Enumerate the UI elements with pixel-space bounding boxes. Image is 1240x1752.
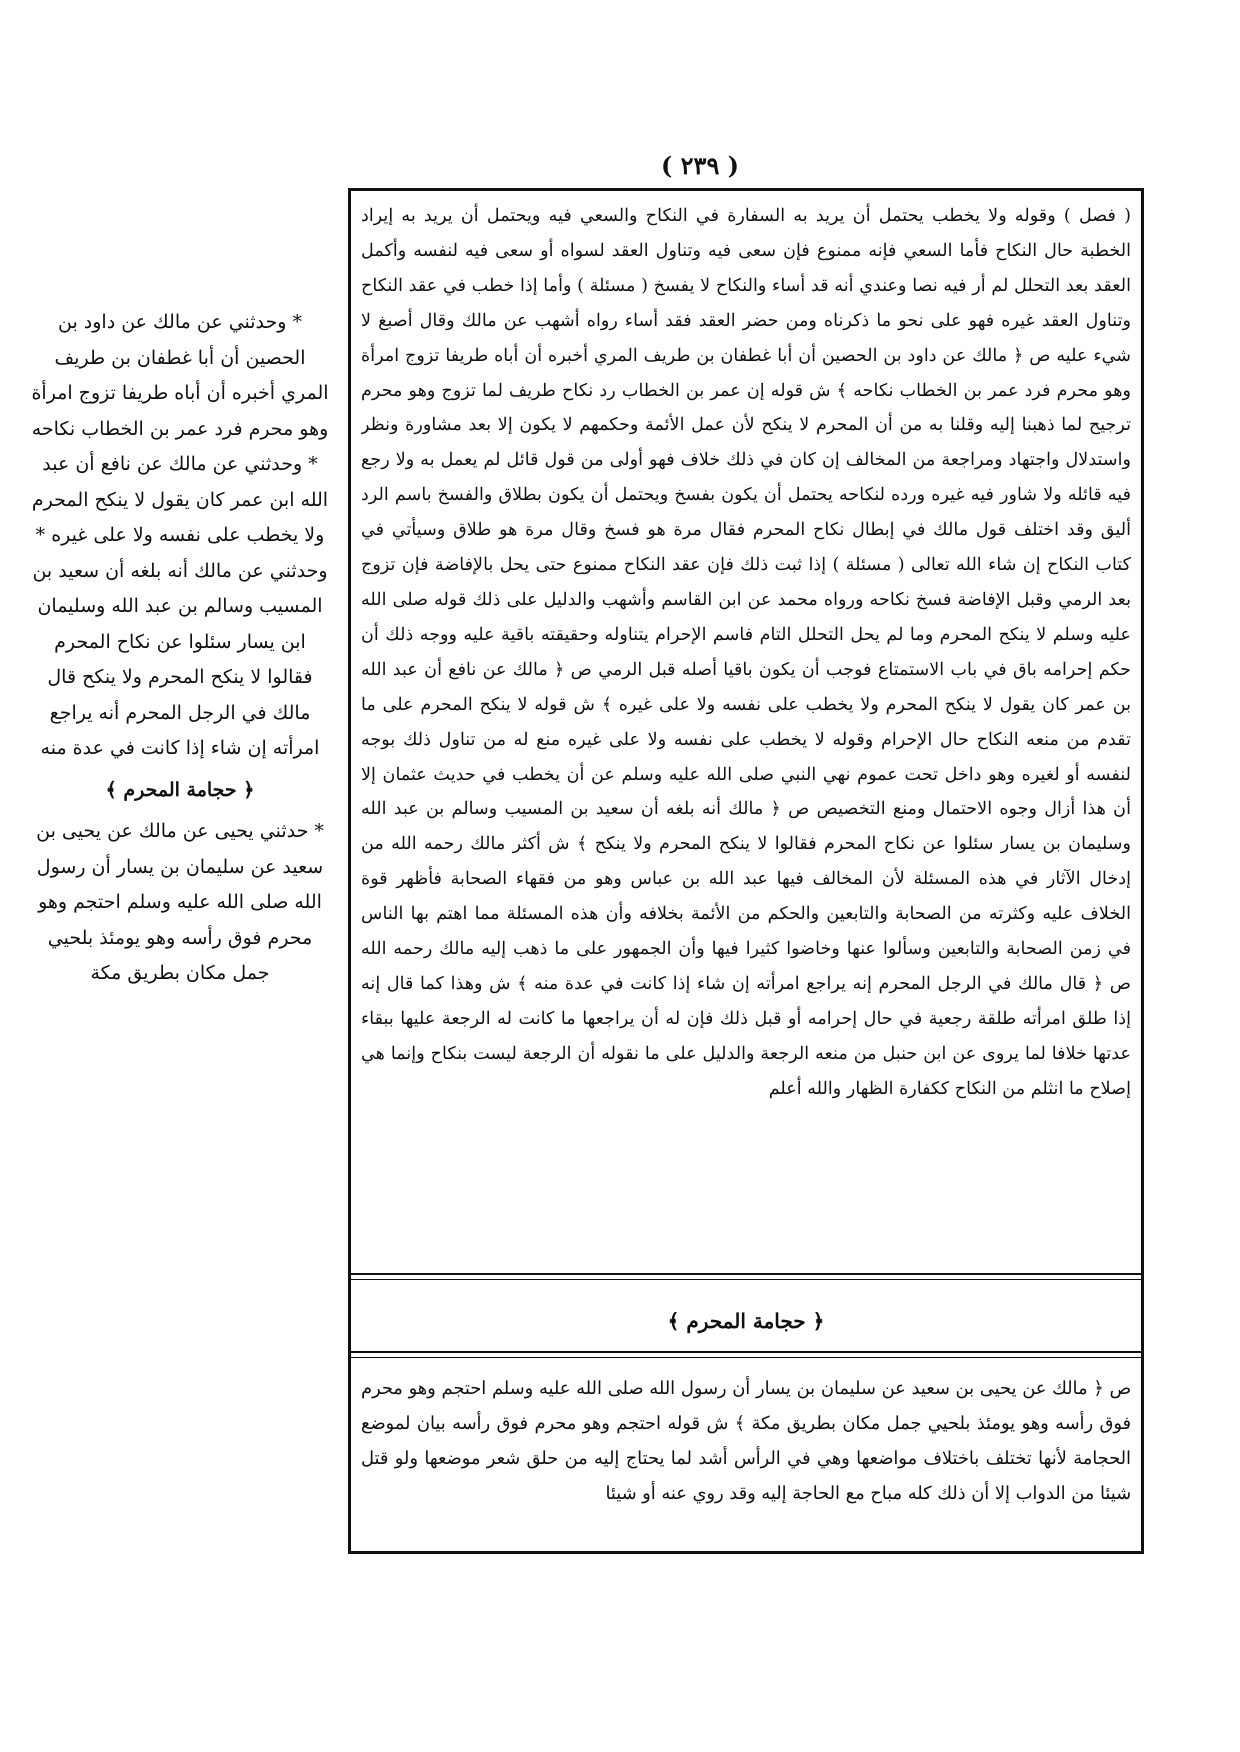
- chapter-heading: ﴿ حجامة المحرم ﴾: [667, 1309, 825, 1333]
- chapter-text: ص ﴿ مالك عن يحيى بن سعيد عن سليمان بن يسار أن رسول الله صلى الله عليه وسلم احتجم وهو محرم فوق رأسه وهو يومئذ بلحيي جمل مكان بطريق مكة ﴾ ش قوله احتجم وهو محرم فوق رأسه بيان لموضع الحجامة لأنها تختلف باختلاف مواضعها وهي في الرأس أشد لما يحتاج إليه من حلق شعر موضعها ولو قتل شيئا من الدواب إلا أن ذلك كله مباح مع الحاجة إليه وقد روي عنه أو شيئا: [361, 1378, 1131, 1504]
- section-divider-inner: [351, 1279, 1141, 1280]
- main-text-frame: [348, 188, 1144, 1554]
- marginal-text-second: * حدثني يحيى عن مالك عن يحيى بن سعيد عن سليمان بن يسار أن رسول الله صلى الله عليه وسلم احتجم وهو محرم فوق رأسه وهو يومئذ بلحيي جمل مكان بطريق مكة: [36, 820, 324, 984]
- commentary-paragraph: ( فصل ) وقوله ولا يخطب يحتمل أن يريد به السفارة في النكاح والسعي فيه ويحتمل أن يريد به إيراد الخطبة حال النكاح فأما السعي فإنه ممنوع فإن سعى فيه وتناول العقد لسواه أو سعى فيه لنفسه وأكمل العقد بعد التحلل لم أر فيه نصا وعندي أنه قد أساء والنكاح لا يفسخ ( مسئلة ) وأما إذا خطب في عقد النكاح وتناول العقد غيره فهو على نحو ما ذكرناه ومن حضر العقد فقد أساء رواه أشهب عن مالك وقال أصبغ لا شيء عليه ص ﴿ مالك عن داود بن الحصين أن أبا غطفان بن طريف المري أخبره أن أباه طريفا تزوج امرأة وهو محرم فرد عمر بن الخطاب نكاحه ﴾ ش قوله إن عمر بن الخطاب رد نكاح طريف لما تزوج وهو محرم ترجيح لما ذهبنا إليه وقلنا به من أن المحرم لا ينكح لأن عمل الأئمة وحكمهم لا يكون إلا بعد مشاورة ونظر واستدلال واجتهاد ومراجعة من المخالف إن كان في ذلك خلاف فهو أولى من قول قائل لم يعمل به ولا رجع فيه قائله ولا شاور فيه غيره ورده لنكاحه يحتمل أن يكون بفسخ ويحتمل أن يكون بطلاق والفسخ باسم الرد أليق وقد اختلف قول مالك في إبطال نكاح المحرم فقال مرة هو فسخ وقال مرة هو طلاق وسيأتي في كتاب النكاح إن شاء الله تعالى ( مسئلة ) إذا ثبت ذلك فإن عقد النكاح ممنوع حتى يحل بالإفاضة فإن تزوج بعد الرمي وقبل الإفاضة فسخ نكاحه ورواه محمد عن ابن القاسم وأشهب والدليل على ذلك قوله صلى الله عليه وسلم لا ينكح المحرم وما لم يحل التحلل التام فاسم الإحرام يتناوله وحقيقته باقية عليه ووجه ذلك أن حكم إحرامه باق في باب الاستمتاع فوجب أن يكون باقيا أصله قبل الرمي ص ﴿ مالك عن نافع أن عبد الله بن عمر كان يقول لا ينكح المحرم ولا يخطب على نفسه ولا على غيره ﴾ ش قوله لا ينكح المحرم على ما تقدم من منعه النكاح حال الإحرام وقوله لا يخطب على نفسه ولا على غيره منع له من تناول ذلك بوجه لنفسه أو لغيره وهو داخل تحت عموم نهي النبي صلى الله عليه وسلم عن أن يخطب في حديث عثمان إلا أن هذا أزال وجوه الاحتمال ومنع التخصيص ص ﴿ مالك أنه بلغه أن سعيد بن المسيب وسالم بن عبد الله وسليمان بن يسار سئلوا عن نكاح المحرم فقالوا لا ينكح المحرم ولا ينكح ﴾ ش أكثر مالك رحمه الله من إدخال الآثار في هذه المسئلة لأن المخالف فيها عبد الله بن عباس وهو من فقهاء الصحابة فأظهر قوة الخلاف عليه وكثرته من الصحابة والتابعين والحكم من الأئمة بخلافه وأن هذه المسئلة مما اهتم بها الناس في زمن الصحابة والتابعين وسألوا عنها وخاضوا كثيرا فيها وأن الجمهور على ما ذهب إليه مالك رحمه الله ص ﴿ قال مالك في الرجل المحرم إنه يراجع امرأته إن شاء إذا كانت في عدة منه ﴾ ش وهذا كما قال إنه إذا طلق امرأته طلقة رجعية في حال إحرامه أو قبل ذلك فإن له أن يراجعها ما كانت له الرجعة عليها ببقاء عدتها خلافا لما يروى عن ابن حنبل من منعه الرجعة والدليل على ما نقوله أن الرجعة ليست بنكاح وإنما هي إصلاح ما انثلم من النكاح ككفارة الظهار والله أعلم: [361, 206, 1131, 1099]
- chapter-divider-inner: [351, 1357, 1141, 1358]
- marginal-chapter-heading: ﴿ حجامة المحرم ﴾: [105, 778, 255, 801]
- chapter-divider: [351, 1351, 1141, 1353]
- marginal-text-first: * وحدثني عن مالك عن داود بن الحصين أن أبا غطفان بن طريف المري أخبره أن أباه طريفا تزوج امرأة وهو محرم فرد عمر بن الخطاب نكاحه * وحدثني عن مالك عن نافع أن عبد الله ابن عمر كان يقول لا ينكح المحرم ولا يخطب على نفسه ولا على غيره * وحدثني عن مالك أنه بلغه أن سعيد بن المسيب وسالم بن عبد الله وسليمان ابن يسار سئلوا عن نكاح المحرم فقالوا لا ينكح المحرم ولا ينكح قال مالك في الرجل المحرم أنه يراجع امرأته إن شاء إذا كانت في عدة منه: [31, 311, 329, 759]
- section-divider: [351, 1273, 1141, 1275]
- commentary-text: [361, 199, 1131, 1249]
- marginal-hadith-column: [30, 305, 330, 1405]
- page-number: ( ٢٣٩ ): [660, 151, 740, 180]
